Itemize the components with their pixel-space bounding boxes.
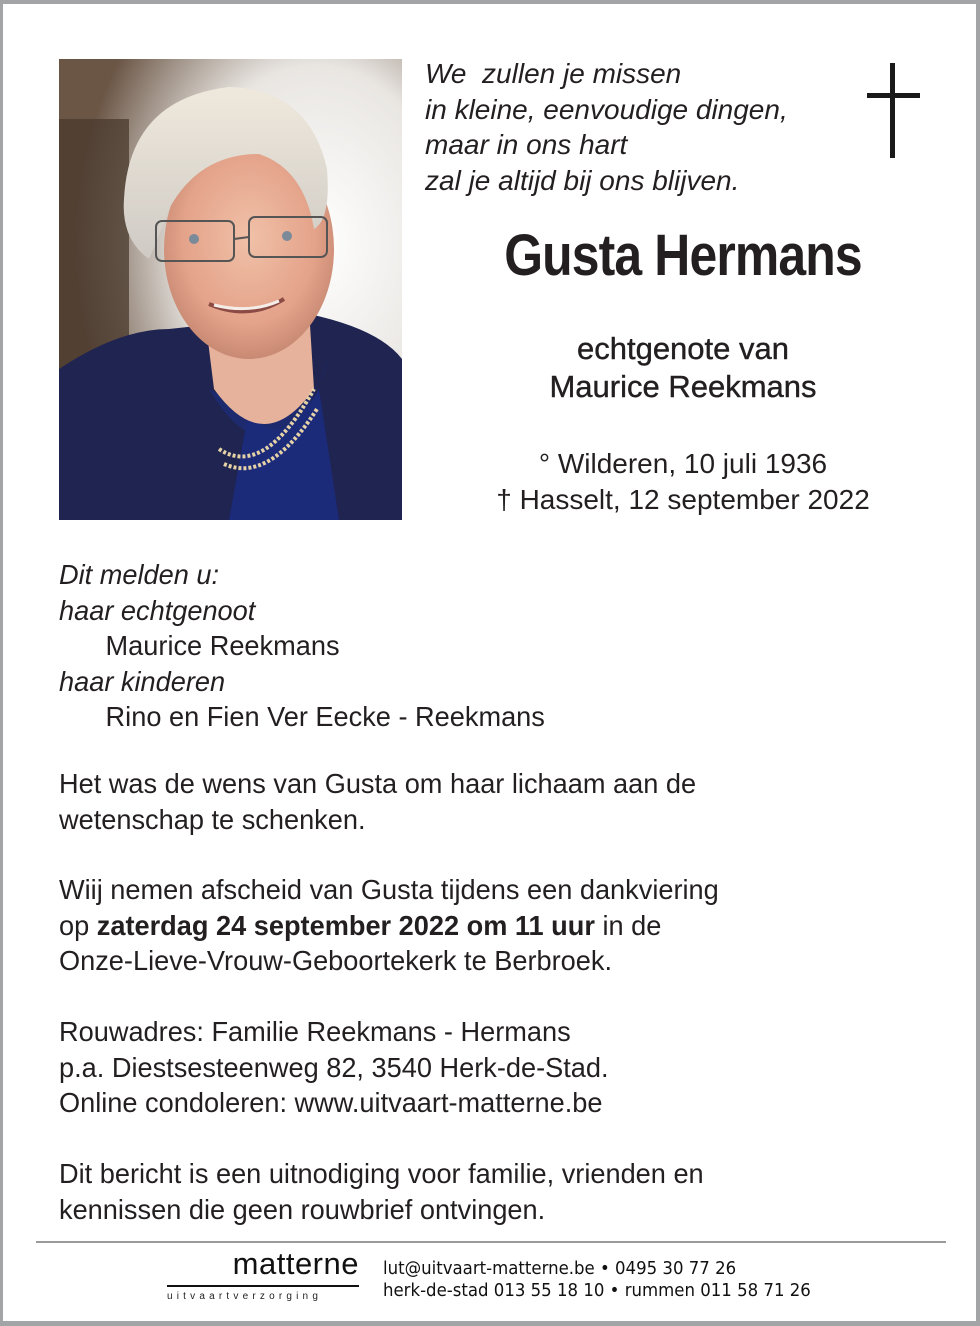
obituary-page [3,4,976,1321]
ceremony-location: Onze-Lieve-Vrouw-Geboortekerk te Berbroek. [59,945,613,976]
group-label: haar echtgenoot [59,594,256,626]
ceremony-paragraph [59,872,913,979]
group-label: haar kinderen [59,665,226,697]
death-symbol: † [496,484,512,515]
ceremony-prefix: op [59,909,97,941]
life-dates [443,446,923,518]
wish-paragraph [59,766,913,837]
invitation-paragraph [59,1156,913,1227]
ceremony-line: Wiij nemen afscheid van Gusta tijdens een dankviering [59,874,719,905]
poem-line: maar in ons hart [425,129,628,160]
address-paragraph [59,1014,913,1121]
relation-label: echtgenote van [576,331,789,366]
deceased-name: Gusta Hermans [504,223,862,288]
logo-underline [167,1285,359,1287]
cross-icon [890,63,895,158]
ceremony-suffix: in de [594,909,662,941]
birth-line [443,446,923,482]
death-info: Hasselt, 12 september 2022 [519,484,870,515]
contact-email-phone: lut@uitvaart-matterne.be • 0495 30 77 26 [383,1258,737,1279]
portrait-image [59,59,402,520]
address-line: p.a. Diestsesteenweg 82, 3540 Herk-de-Stad. [59,1051,609,1083]
poem-line: We zullen je missen [425,58,682,89]
poem-line: in kleine, eenvoudige dingen, [425,93,788,125]
contact-branches: herk-de-stad 013 55 18 10 • rummen 011 58 71 26 [383,1280,811,1301]
birth-info: Wilderen, 10 juli 1936 [557,448,828,479]
footer-divider [36,1241,946,1243]
group-members: Rino en Fien Ver Eecke - Reekmans [105,701,545,732]
poem [425,56,865,198]
portrait-photo [59,59,402,520]
group-members: Maurice Reekmans [105,630,340,661]
logo-subtitle: uitvaartverzorging [167,1291,323,1302]
invitation-line: kennissen die geen rouwbrief ontvingen. [59,1193,546,1225]
condolence-link[interactable]: Online condoleren: www.uitvaart-matterne.be [59,1087,603,1118]
spouse-block [443,330,923,406]
funeral-home-logo: matterne [232,1246,359,1281]
cross-icon-bar [867,93,920,98]
address-line: Rouwadres: Familie Reekmans - Hermans [59,1016,571,1047]
spouse-name: Maurice Reekmans [549,369,817,404]
wish-line: Het was de wens van Gusta om haar lichaam aan de [59,768,697,799]
birth-symbol: ° [538,448,551,479]
ceremony-date-time: zaterdag 24 september 2022 om 11 uur [96,909,595,941]
poem-line: zal je altijd bij ons blijven. [425,164,740,196]
ceremony-line [59,908,913,944]
announcement-intro: Dit melden u: [59,559,220,590]
announcement [59,557,913,735]
wish-line: wetenschap te schenken. [59,803,366,835]
invitation-line: Dit bericht is een uitnodiging voor familie, vrienden en [59,1158,704,1189]
death-line [443,482,923,518]
